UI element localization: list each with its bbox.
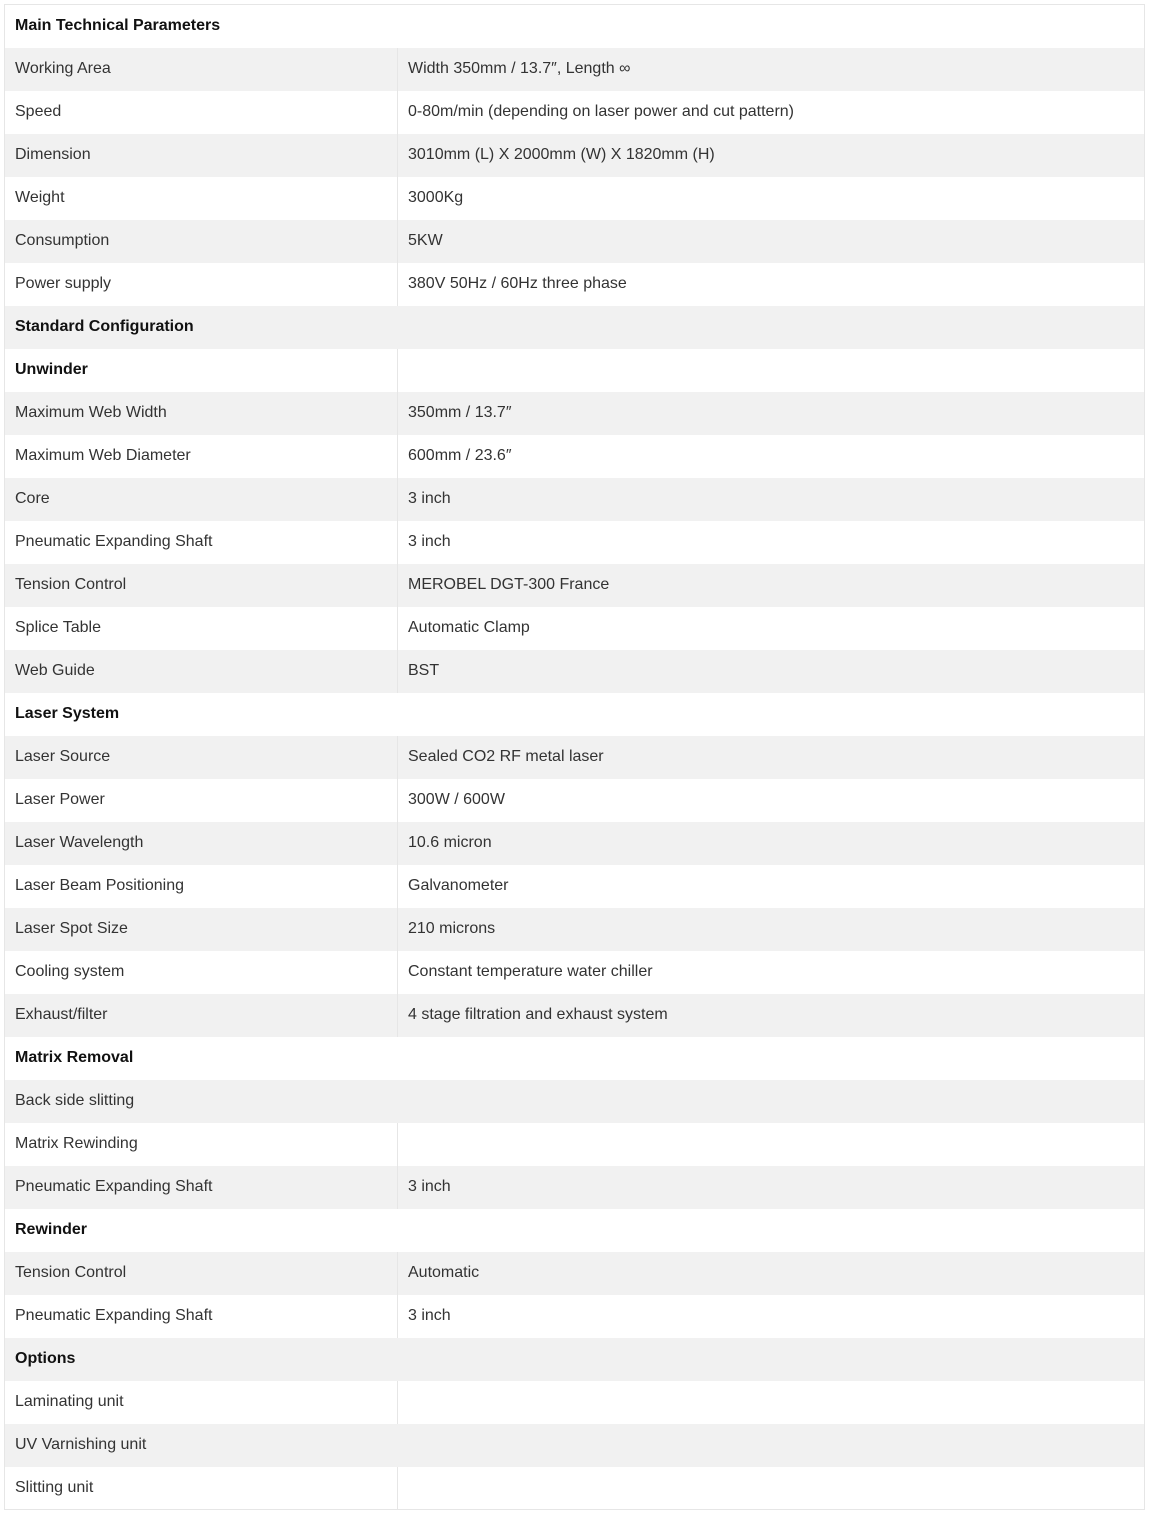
section-header-row [5,1209,1145,1252]
spec-row [5,908,1145,951]
spec-row [5,1295,1145,1338]
spec-row [5,91,1145,134]
spec-row [5,1252,1145,1295]
spec-label: Core [5,478,398,521]
spec-value: 10.6 micron [408,834,492,851]
subsection-header-row [5,349,1145,392]
spec-label: Dimension [5,134,398,177]
spec-label: Power supply [5,263,398,306]
spec-value: 0-80m/min (depending on laser power and cut pattern) [408,103,794,120]
spec-label: Weight [5,177,398,220]
spec-row [5,1166,1145,1209]
spec-value: Automatic Clamp [408,619,530,636]
spec-row [5,134,1145,177]
spec-value: Galvanometer [408,877,509,894]
spec-label: Laser Spot Size [5,908,398,951]
spec-row [5,48,1145,91]
section-title: Rewinder [15,1221,88,1238]
spec-row [5,1381,1145,1424]
spec-table-body [5,5,1145,1510]
section-title: Main Technical Parameters [15,17,221,35]
spec-row [5,177,1145,220]
spec-label: Cooling system [5,951,398,994]
spec-value [398,1467,1145,1510]
spec-value: Width 350mm / 13.7″, Length ∞ [408,60,631,77]
spec-label: Laser Power [5,779,398,822]
spec-value [398,1381,1145,1424]
spec-value: 3 inch [408,490,451,507]
spec-label: Exhaust/filter [5,994,398,1037]
spec-row [5,435,1145,478]
section-header-row [5,693,1145,736]
spec-label: Matrix Rewinding [5,1123,398,1166]
spec-value: 3000Kg [408,189,464,206]
spec-label: Working Area [5,48,398,91]
spec-label: Pneumatic Expanding Shaft [5,1295,398,1338]
spec-row [5,822,1145,865]
spec-value: 3 inch [408,1178,451,1195]
spec-value [398,349,1145,392]
spec-value: Sealed CO2 RF metal laser [408,748,604,765]
section-title: Standard Configuration [15,318,194,335]
spec-value: Automatic [408,1264,480,1281]
spec-row [5,865,1145,908]
spec-row [5,220,1145,263]
spec-label: Speed [5,91,398,134]
spec-row [5,736,1145,779]
spec-label: Tension Control [5,564,398,607]
spec-value [398,1123,1145,1166]
spec-label: Web Guide [5,650,398,693]
spec-row [5,478,1145,521]
section-title: Matrix Removal [15,1049,134,1066]
spec-value: 3 inch [408,1307,451,1324]
spec-row [5,1080,1145,1123]
spec-label: Laser Source [5,736,398,779]
spec-label: Slitting unit [5,1467,398,1510]
section-title: Laser System [15,705,120,722]
spec-row [5,951,1145,994]
spec-label: Tension Control [5,1252,398,1295]
spec-label: Laser Wavelength [5,822,398,865]
spec-label: Splice Table [5,607,398,650]
spec-value: 380V 50Hz / 60Hz three phase [408,275,627,292]
section-header-row [5,1037,1145,1080]
spec-value: 3010mm (L) X 2000mm (W) X 1820mm (H) [408,146,715,163]
section-header-row [5,306,1145,349]
section-header-row [5,1338,1145,1381]
spec-label: Back side slitting [15,1092,135,1109]
spec-row [5,607,1145,650]
spec-value: 3 inch [408,533,451,550]
spec-value: 350mm / 13.7″ [408,404,512,421]
spec-label: Consumption [5,220,398,263]
spec-row [5,521,1145,564]
spec-row [5,392,1145,435]
spec-label: Maximum Web Diameter [5,435,398,478]
spec-label: Laser Beam Positioning [5,865,398,908]
spec-row [5,650,1145,693]
spec-row [5,779,1145,822]
spec-value: MEROBEL DGT-300 France [408,576,610,593]
spec-label: Pneumatic Expanding Shaft [5,1166,398,1209]
spec-label: UV Varnishing unit [15,1436,147,1453]
spec-value: Constant temperature water chiller [408,963,653,980]
spec-value: 300W / 600W [408,791,505,808]
spec-table [4,4,1145,1510]
spec-value: 600mm / 23.6″ [408,447,512,464]
spec-row [5,263,1145,306]
spec-value: BST [408,662,440,679]
spec-value: 4 stage filtration and exhaust system [408,1006,668,1023]
spec-label: Laminating unit [5,1381,398,1424]
spec-row [5,994,1145,1037]
spec-row [5,1467,1145,1510]
spec-value: 5KW [408,232,443,249]
spec-row [5,1123,1145,1166]
subsection-title: Unwinder [5,349,398,392]
spec-value: 210 microns [408,920,496,937]
section-header-row [5,5,1145,48]
spec-row [5,564,1145,607]
spec-label: Pneumatic Expanding Shaft [5,521,398,564]
spec-row [5,1424,1145,1467]
spec-label: Maximum Web Width [5,392,398,435]
section-title: Options [15,1350,76,1367]
